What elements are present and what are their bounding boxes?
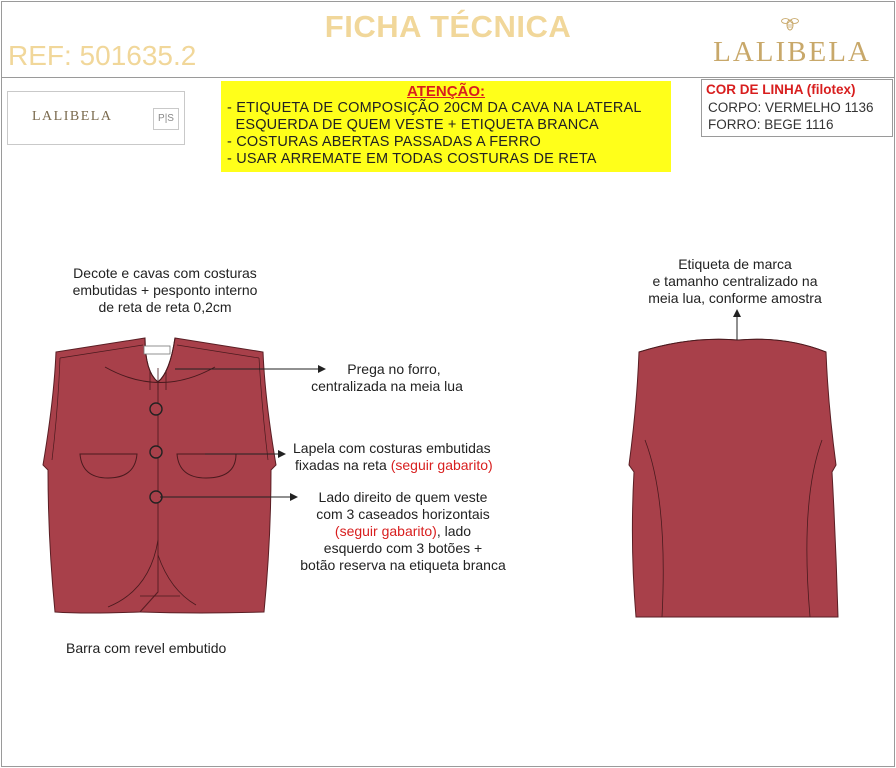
right-side-note-gauge: (seguir gabarito) xyxy=(334,523,437,539)
white-label xyxy=(144,346,170,354)
button xyxy=(150,403,162,415)
pleat-note xyxy=(292,361,482,395)
brand-label-note-line: Etiqueta de marca xyxy=(678,256,792,272)
right-side-note-line: Lado direito de quem veste xyxy=(318,489,488,505)
vest-back xyxy=(629,339,838,617)
brand-label-note xyxy=(625,256,845,307)
flap-note-line: fixadas na reta xyxy=(295,457,391,473)
reference-code: REF: 501635.2 xyxy=(8,40,197,71)
brand-logo: LALIBELA xyxy=(713,36,871,68)
brand-label-note-line: e tamanho centralizado na xyxy=(652,273,818,289)
neckline-note-line: embutidas + pesponto interno xyxy=(72,282,258,298)
attention-line: - USAR ARREMATE EM TODAS COSTURAS DE RETA xyxy=(227,151,597,167)
thread-color-heading: COR DE LINHA (filotex) xyxy=(706,82,856,97)
button xyxy=(150,446,162,458)
hem-note: Barra com revel embutido xyxy=(66,640,227,656)
pleat-note-line: Prega no forro, xyxy=(347,361,441,377)
neckline-note-line: Decote e cavas com costuras xyxy=(73,265,257,281)
attention-line: - COSTURAS ABERTAS PASSADAS A FERRO xyxy=(227,134,541,150)
right-side-note-line: com 3 caseados horizontais xyxy=(316,506,490,522)
vest-front xyxy=(43,338,276,613)
right-side-note xyxy=(280,489,526,574)
flap-note-line: Lapela com costuras embutidas xyxy=(293,440,491,456)
vest-back-body xyxy=(629,339,838,617)
brand-label-name: LALIBELA xyxy=(32,109,113,124)
brand-label-note-line: meia lua, conforme amostra xyxy=(648,290,822,306)
attention-line: ESQUERDA DE QUEM VESTE + ETIQUETA BRANCA xyxy=(227,117,599,133)
neckline-note xyxy=(50,265,280,316)
right-side-note-line: botão reserva na etiqueta branca xyxy=(300,557,506,573)
right-side-note-line: esquerdo com 3 botões + xyxy=(323,540,483,556)
sheet-title: FICHA TÉCNICA xyxy=(324,9,572,44)
attention-heading: ATENÇÃO: xyxy=(406,83,486,100)
attention-line: - ETIQUETA DE COMPOSIÇÃO 20CM DA CAVA NA LATERAL xyxy=(227,100,642,116)
thread-color-line: FORRO: BEGE 1116 xyxy=(708,117,834,132)
flap-note-gauge: (seguir gabarito) xyxy=(390,457,493,473)
neckline-note-line: de reta de reta 0,2cm xyxy=(98,299,232,315)
flap-note xyxy=(293,440,493,474)
thread-color-line: CORPO: VERMELHO 1136 xyxy=(708,100,874,115)
pleat-note-line: centralizada na meia lua xyxy=(311,378,463,394)
right-side-note-line: , lado xyxy=(436,523,472,539)
brand-label-badge: P|S xyxy=(153,108,179,130)
